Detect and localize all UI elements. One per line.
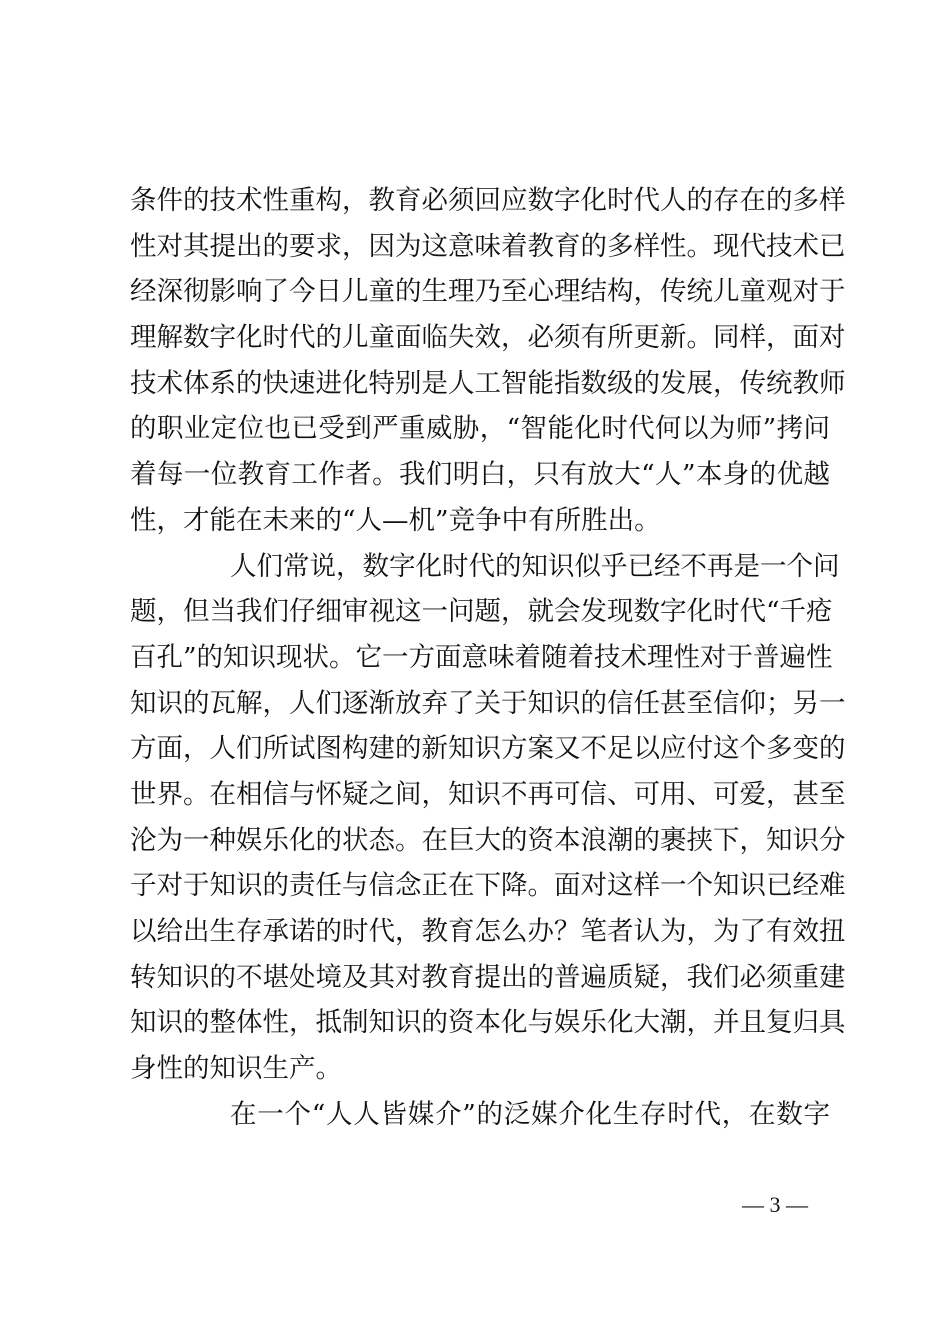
- text-line: 百孔”的知识现状。它一方面意味着随着技术理性对于普遍性: [130, 641, 833, 673]
- text-line: 题，但当我们仔细审视这一问题，就会发现数字化时代“千疮: [130, 596, 833, 628]
- text-line: 理解数字化时代的儿童面临失效，必须有所更新。同样，面对: [130, 322, 846, 354]
- text-line: 在一个“人人皆媒介”的泛媒介化生存时代，在数字: [230, 1098, 830, 1130]
- text-line: 条件的技术性重构，教育必须回应数字化时代人的存在的多样: [130, 185, 846, 216]
- paragraph: [130, 1092, 830, 1138]
- text-line: 转知识的不堪处境及其对教育提出的普遍质疑，我们必须重建: [130, 961, 846, 993]
- text-line: 经深彻影响了今日儿童的生理乃至心理结构，传统儿童观对于: [130, 276, 846, 308]
- body-text: [130, 178, 846, 1137]
- text-line: 沦为一种娱乐化的状态。在巨大的资本浪潮的裹挟下，知识分: [130, 824, 846, 856]
- paragraph: [130, 544, 846, 1092]
- text-line: 技术体系的快速进化特别是人工智能指数级的发展，传统教师: [130, 367, 846, 399]
- text-line: 人们常说，数字化时代的知识似乎已经不再是一个问: [230, 550, 840, 582]
- text-line: 身性的知识生产。: [130, 1053, 342, 1085]
- text-line: 世界。在相信与怀疑之间，知识不再可信、可用、可爱，甚至: [130, 778, 846, 810]
- text-line: 知识的瓦解，人们逐渐放弃了关于知识的信任甚至信仰；另一: [130, 687, 846, 719]
- text-line: 子对于知识的责任与信念正在下降。面对这样一个知识已经难: [130, 870, 846, 902]
- text-line: 方面，人们所试图构建的新知识方案又不足以应付这个多变的: [130, 733, 846, 765]
- text-line: 性，才能在未来的“人—机”竞争中有所胜出。: [130, 504, 661, 536]
- paragraph: [130, 178, 846, 544]
- text-line: 知识的整体性，抵制知识的资本化与娱乐化大潮，并且复归具: [130, 1007, 846, 1039]
- text-line: 以给出生存承诺的时代，教育怎么办？笔者认为，为了有效扭: [130, 916, 846, 947]
- text-line: 着每一位教育工作者。我们明白，只有放大“人”本身的优越: [130, 459, 830, 491]
- page-number: — 3 —: [742, 1192, 808, 1217]
- text-line: 的职业定位也已受到严重威胁，“智能化时代何以为师”拷问: [130, 413, 830, 445]
- text-line: 性对其提出的要求，因为这意味着教育的多样性。现代技术已: [130, 230, 846, 262]
